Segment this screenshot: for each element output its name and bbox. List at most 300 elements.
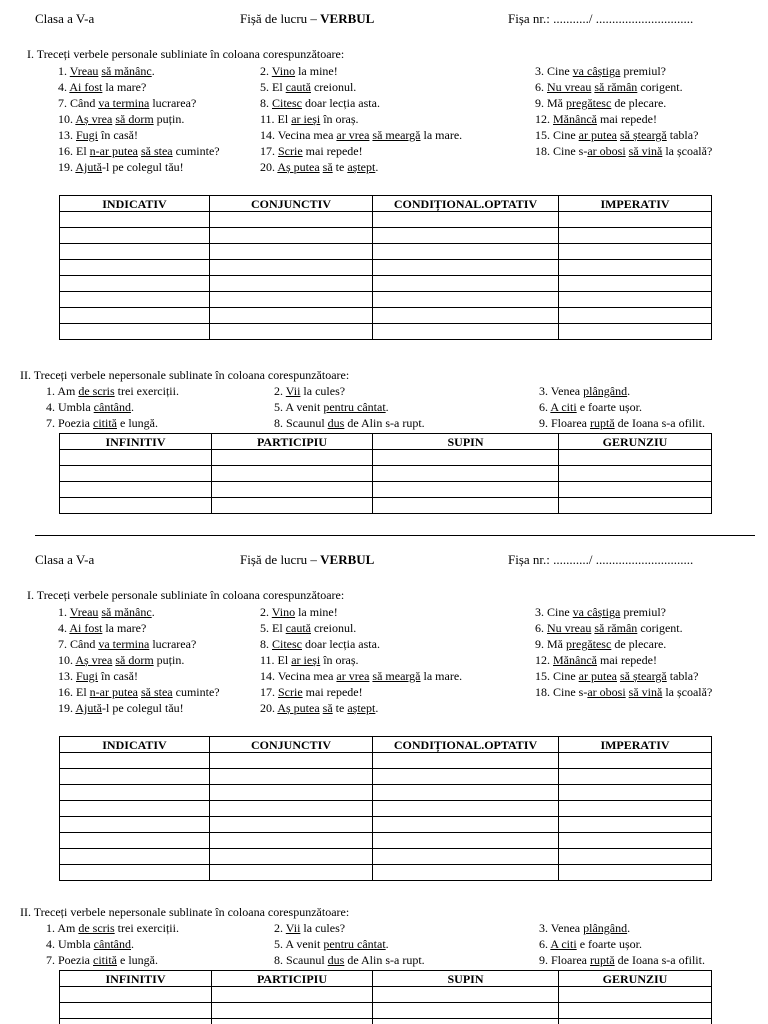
exercise-item [260,111,359,127]
exercise-text: 4. [58,621,70,635]
underlined-verb: va câștiga [572,64,621,78]
answer-cell[interactable] [559,817,712,833]
answer-cell[interactable] [212,466,373,482]
answer-cell[interactable] [373,498,559,514]
table-row [60,498,712,514]
exercise-text: doar lecția asta. [302,637,380,651]
underlined-verb: Aș putea [277,160,320,174]
title-prefix: Fișă de lucru – [240,11,321,26]
table-header-row [60,196,712,212]
answer-cell[interactable] [60,308,210,324]
table-row [60,753,712,769]
exercise-text: 15. Cine [535,669,579,683]
exercise-text: 5. A venit [274,937,324,951]
underlined-verb: să mănânc [101,64,152,78]
underlined-verb: va termina [98,96,150,110]
exercise-item [260,159,378,175]
underlined-verb: ar ieși [291,653,321,667]
answer-cell[interactable] [60,482,212,498]
exercise-text: mai repede! [302,685,363,699]
exercise-text: e foarte ușor. [576,400,642,414]
answer-cell[interactable] [210,292,373,308]
exercise-item [260,684,363,700]
answer-cell[interactable] [373,785,559,801]
answer-cell[interactable] [212,1003,373,1019]
exercise-item [260,95,380,111]
exercise-item [539,415,705,431]
underlined-verb: Vreau [69,64,99,78]
answer-cell[interactable] [210,244,373,260]
exercise-text: . [375,701,379,715]
exercise-text: 4. Umbla [46,937,94,951]
title-bold: VERBUL [320,11,375,26]
title-prefix: Fișă de lucru – [240,552,321,567]
answer-cell[interactable] [210,865,373,881]
exercise-text: 16. El [58,685,90,699]
table-header-row [60,434,712,450]
title-bold: VERBUL [320,552,375,567]
answer-cell[interactable] [373,801,559,817]
table-row [60,987,712,1003]
exercise-item [58,79,146,95]
exercise-text: . [151,605,155,619]
exercise-text: 18. Cine s- [535,685,588,699]
exercise-text: de Ioana s-a ofilit. [614,416,705,430]
answer-cell[interactable] [210,849,373,865]
exercise-item [535,143,712,159]
answer-cell[interactable] [373,260,559,276]
exercise-item [260,700,378,716]
answer-cell[interactable] [559,769,712,785]
exercise-text: 1. [58,64,70,78]
underlined-verb: să vină [628,144,663,158]
answer-cell[interactable] [60,987,212,1003]
answer-cell[interactable] [373,865,559,881]
underlined-verb: aștept [347,160,376,174]
answer-cell[interactable] [559,450,712,466]
exercise-text: de plecare. [611,96,667,110]
underlined-verb: Scrie [278,144,303,158]
answer-cell[interactable] [60,1019,212,1024]
exercise-item [274,952,425,968]
answer-cell[interactable] [210,212,373,228]
answer-cell[interactable] [559,466,712,482]
exercise-text: mai repede! [596,653,657,667]
exercise-text: 12. [535,112,553,126]
exercise-text: 8. Scaunul [274,416,328,430]
underlined-verb: ar vrea [336,128,370,142]
table-row [60,769,712,785]
answer-cell[interactable] [60,244,210,260]
exercise-item [58,111,184,127]
exercise-text: de Ioana s-a ofilit. [614,953,705,967]
exercise-text: lucrarea? [149,96,197,110]
exercise-item [260,143,363,159]
answer-cell[interactable] [210,260,373,276]
underlined-verb: Vii [285,384,301,398]
exercise-text: în oraș. [320,112,359,126]
answer-cell[interactable] [373,1019,559,1024]
exercise-text: 9. Mă [535,637,566,651]
underlined-verb: plângând [583,384,628,398]
underlined-verb: n-ar putea [89,685,138,699]
exercise-text: e foarte ușor. [576,937,642,951]
column-header: CONJUNCTIV [210,737,373,753]
table-row [60,244,712,260]
sheet-number-field: Fișa nr.: .........../ .............................. [508,11,694,26]
exercise-text: -l pe colegul tău! [102,160,184,174]
answer-cell[interactable] [60,212,210,228]
table-row [60,482,712,498]
answer-cell[interactable] [210,324,373,340]
answer-cell[interactable] [373,212,559,228]
underlined-verb: să dorm [115,653,154,667]
exercise-text: la cules? [300,921,346,935]
answer-cell[interactable] [60,849,210,865]
exercise-item [46,920,179,936]
exercise-text: corigent. [637,621,683,635]
exercise-text: 13. [58,669,76,683]
column-header: INDICATIV [60,196,210,212]
answer-cell[interactable] [559,324,712,340]
underlined-verb: pregătesc [566,96,612,110]
exercise-text: la mare? [102,621,147,635]
table-row [60,817,712,833]
underlined-verb: să meargă [372,128,421,142]
exercise-item [539,936,642,952]
underlined-verb: să mănânc [101,605,152,619]
answer-cell[interactable] [559,498,712,514]
answer-cell[interactable] [373,324,559,340]
answer-cell[interactable] [559,785,712,801]
underlined-verb: să rămân [594,80,638,94]
answer-cell[interactable] [210,769,373,785]
answer-cell[interactable] [559,292,712,308]
answer-cell[interactable] [60,865,210,881]
exercise-item [260,620,356,636]
nonpersonal-verbs-table [59,433,712,514]
answer-cell[interactable] [60,260,210,276]
section-2-title: II. Treceți verbele nepersonale sublinate în coloana corespunzătoare: [20,905,350,919]
exercise-text: . [627,384,631,398]
answer-cell[interactable] [373,769,559,785]
exercise-item [274,383,345,399]
exercise-text: 1. [58,605,70,619]
exercise-text: 6. [539,937,551,951]
answer-cell[interactable] [373,833,559,849]
underlined-verb: ar ieși [291,112,321,126]
answer-cell[interactable] [559,482,712,498]
answer-cell[interactable] [373,753,559,769]
exercise-item [535,111,657,127]
answer-cell[interactable] [60,228,210,244]
underlined-verb: ar obosi [587,144,626,158]
answer-cell[interactable] [373,1003,559,1019]
answer-cell[interactable] [210,308,373,324]
answer-cell[interactable] [559,276,712,292]
underlined-verb: Fugi [76,128,99,142]
answer-cell[interactable] [60,785,210,801]
answer-cell[interactable] [210,801,373,817]
underlined-verb: pentru cântat [323,937,386,951]
exercise-text: . [375,160,379,174]
answer-cell[interactable] [559,1019,712,1024]
column-header: CONDIȚIONAL.OPTATIV [373,737,559,753]
column-header: PARTICIPIU [212,434,373,450]
exercise-text: la mare. [420,128,463,142]
exercise-text: 9. Mă [535,96,566,110]
underlined-verb: citită [93,416,117,430]
answer-cell[interactable] [210,276,373,292]
answer-cell[interactable] [210,817,373,833]
table-row [60,833,712,849]
exercise-item [535,127,698,143]
answer-cell[interactable] [210,228,373,244]
underlined-verb: Aș vrea [75,653,113,667]
exercise-text: e lungă. [117,416,158,430]
exercise-item [535,684,712,700]
exercise-text: te [332,160,348,174]
exercise-text: în oraș. [320,653,359,667]
answer-cell[interactable] [212,1019,373,1024]
underlined-verb: ruptă [589,416,615,430]
answer-cell[interactable] [559,849,712,865]
exercise-text: la școală? [662,685,713,699]
answer-cell[interactable] [60,466,212,482]
underlined-verb: ruptă [589,953,615,967]
underlined-verb: A citi [550,937,577,951]
exercise-text: 13. [58,128,76,142]
exercise-text: 5. A venit [274,400,324,414]
answer-cell[interactable] [373,308,559,324]
exercise-text: tabla? [666,128,699,142]
answer-cell[interactable] [210,833,373,849]
exercise-item [539,920,630,936]
column-header: INFINITIV [60,434,212,450]
answer-cell[interactable] [210,785,373,801]
exercise-text: puțin. [153,112,185,126]
answer-cell[interactable] [559,865,712,881]
exercise-text: la școală? [662,144,713,158]
exercise-text: 15. Cine [535,128,579,142]
answer-cell[interactable] [212,482,373,498]
answer-cell[interactable] [373,276,559,292]
exercise-text: lucrarea? [149,637,197,651]
answer-cell[interactable] [373,228,559,244]
answer-cell[interactable] [373,450,559,466]
table-row [60,324,712,340]
answer-cell[interactable] [210,753,373,769]
answer-cell[interactable] [60,1003,212,1019]
exercise-text: e lungă. [117,953,158,967]
exercise-text: 8. [260,637,272,651]
exercise-text: în casă! [98,128,138,142]
answer-cell[interactable] [559,1003,712,1019]
exercise-text: 2. [274,921,286,935]
exercise-text: trei exerciții. [114,921,179,935]
table-row [60,1019,712,1024]
answer-cell[interactable] [559,244,712,260]
answer-cell[interactable] [60,276,210,292]
exercise-text: trei exerciții. [114,384,179,398]
underlined-verb: Mănâncă [553,653,597,667]
exercise-item [260,636,380,652]
exercise-text: 11. El [260,653,292,667]
answer-cell[interactable] [60,801,210,817]
column-header: GERUNZIU [559,434,712,450]
answer-cell[interactable] [60,324,210,340]
exercise-item [274,399,389,415]
answer-cell[interactable] [373,482,559,498]
answer-cell[interactable] [559,260,712,276]
exercise-text: -l pe colegul tău! [102,701,184,715]
table-row [60,450,712,466]
underlined-verb: pregătesc [566,637,612,651]
answer-cell[interactable] [373,817,559,833]
exercise-item [58,620,146,636]
answer-cell[interactable] [559,987,712,1003]
table-row [60,865,712,881]
answer-cell[interactable] [559,833,712,849]
answer-cell[interactable] [60,498,212,514]
exercise-text: 3. Venea [539,921,584,935]
personal-verbs-table [59,736,712,881]
exercise-text: cuminte? [172,144,220,158]
exercise-text: cuminte? [172,685,220,699]
exercise-item [58,143,220,159]
cut-line-divider [35,535,755,536]
answer-cell[interactable] [559,228,712,244]
answer-cell[interactable] [60,753,210,769]
exercise-text: 3. Cine [535,605,573,619]
underlined-verb: să vină [628,685,663,699]
worksheet-title [240,552,374,568]
column-header: IMPERATIV [559,737,712,753]
worksheet-title [240,11,374,27]
underlined-verb: să stea [140,144,173,158]
exercise-item [539,952,705,968]
answer-cell[interactable] [373,292,559,308]
exercise-item [535,63,666,79]
exercise-text: . [385,400,389,414]
underlined-verb: Vino [271,605,296,619]
column-header: INDICATIV [60,737,210,753]
exercise-text: 11. El [260,112,292,126]
exercise-text: la cules? [300,384,346,398]
exercise-text: creionul. [310,621,357,635]
table-row [60,801,712,817]
underlined-verb: de scris [78,921,115,935]
exercise-text: 9. Floarea [539,416,590,430]
exercise-text: 8. Scaunul [274,953,328,967]
exercise-text: 16. El [58,144,90,158]
exercise-item [58,63,155,79]
underlined-verb: pentru cântat [323,400,386,414]
exercise-text: . [151,64,155,78]
exercise-text: . [385,937,389,951]
exercise-text: 6. [539,400,551,414]
underlined-verb: A citi [550,400,577,414]
exercise-text: de plecare. [611,637,667,651]
answer-cell[interactable] [559,753,712,769]
exercise-item [46,936,134,952]
exercise-item [274,920,345,936]
answer-cell[interactable] [212,498,373,514]
exercise-item [535,668,698,684]
sheet-number-field: Fișa nr.: .........../ .............................. [508,552,694,567]
answer-cell[interactable] [559,212,712,228]
exercise-text: 14. Vecina mea [260,669,337,683]
answer-cell[interactable] [212,450,373,466]
exercise-item [58,95,196,111]
answer-cell[interactable] [559,801,712,817]
answer-cell[interactable] [212,987,373,1003]
exercise-text: la mare? [102,80,147,94]
exercise-text: 14. Vecina mea [260,128,337,142]
exercise-item [58,668,138,684]
underlined-verb: Ajută [75,701,103,715]
section-1-title: I. Treceți verbele personale subliniate în coloana corespunzătoare: [27,47,345,61]
exercise-text: 10. [58,112,76,126]
exercise-item [260,127,462,143]
underlined-verb: dus [327,416,345,430]
answer-cell[interactable] [373,244,559,260]
exercise-text: doar lecția asta. [302,96,380,110]
answer-cell[interactable] [60,817,210,833]
exercise-text: 17. [260,144,278,158]
exercise-text: 10. [58,653,76,667]
answer-cell[interactable] [60,833,210,849]
table-header-row [60,971,712,987]
exercise-item [46,399,134,415]
column-header: SUPIN [373,971,559,987]
underlined-verb: să [322,701,333,715]
underlined-verb: cântând [93,937,131,951]
exercise-text: 19. [58,160,76,174]
underlined-verb: Citesc [272,637,302,651]
answer-cell[interactable] [559,308,712,324]
answer-cell[interactable] [373,987,559,1003]
column-header: GERUNZIU [559,971,712,987]
table-header-row [60,737,712,753]
exercise-text: 20. [260,160,278,174]
underlined-verb: să rămân [594,621,638,635]
table-row [60,228,712,244]
underlined-verb: Mănâncă [553,112,597,126]
answer-cell[interactable] [60,450,212,466]
answer-cell[interactable] [60,292,210,308]
exercise-text: tabla? [666,669,699,683]
exercise-item [260,63,338,79]
underlined-verb: să șteargă [619,128,667,142]
answer-cell[interactable] [373,466,559,482]
underlined-verb: ar putea [578,669,617,683]
underlined-verb: Vii [285,921,301,935]
answer-cell[interactable] [60,769,210,785]
column-header: SUPIN [373,434,559,450]
underlined-verb: ar putea [578,128,617,142]
exercise-text: 5. El [260,621,286,635]
exercise-item [274,936,389,952]
exercise-text: mai repede! [596,112,657,126]
exercise-text: la mare. [420,669,463,683]
table-row [60,212,712,228]
answer-cell[interactable] [373,849,559,865]
exercise-item [539,383,630,399]
exercise-text: la mine! [295,605,338,619]
exercise-text: . [130,400,134,414]
exercise-text: de Alin s-a rupt. [344,953,425,967]
